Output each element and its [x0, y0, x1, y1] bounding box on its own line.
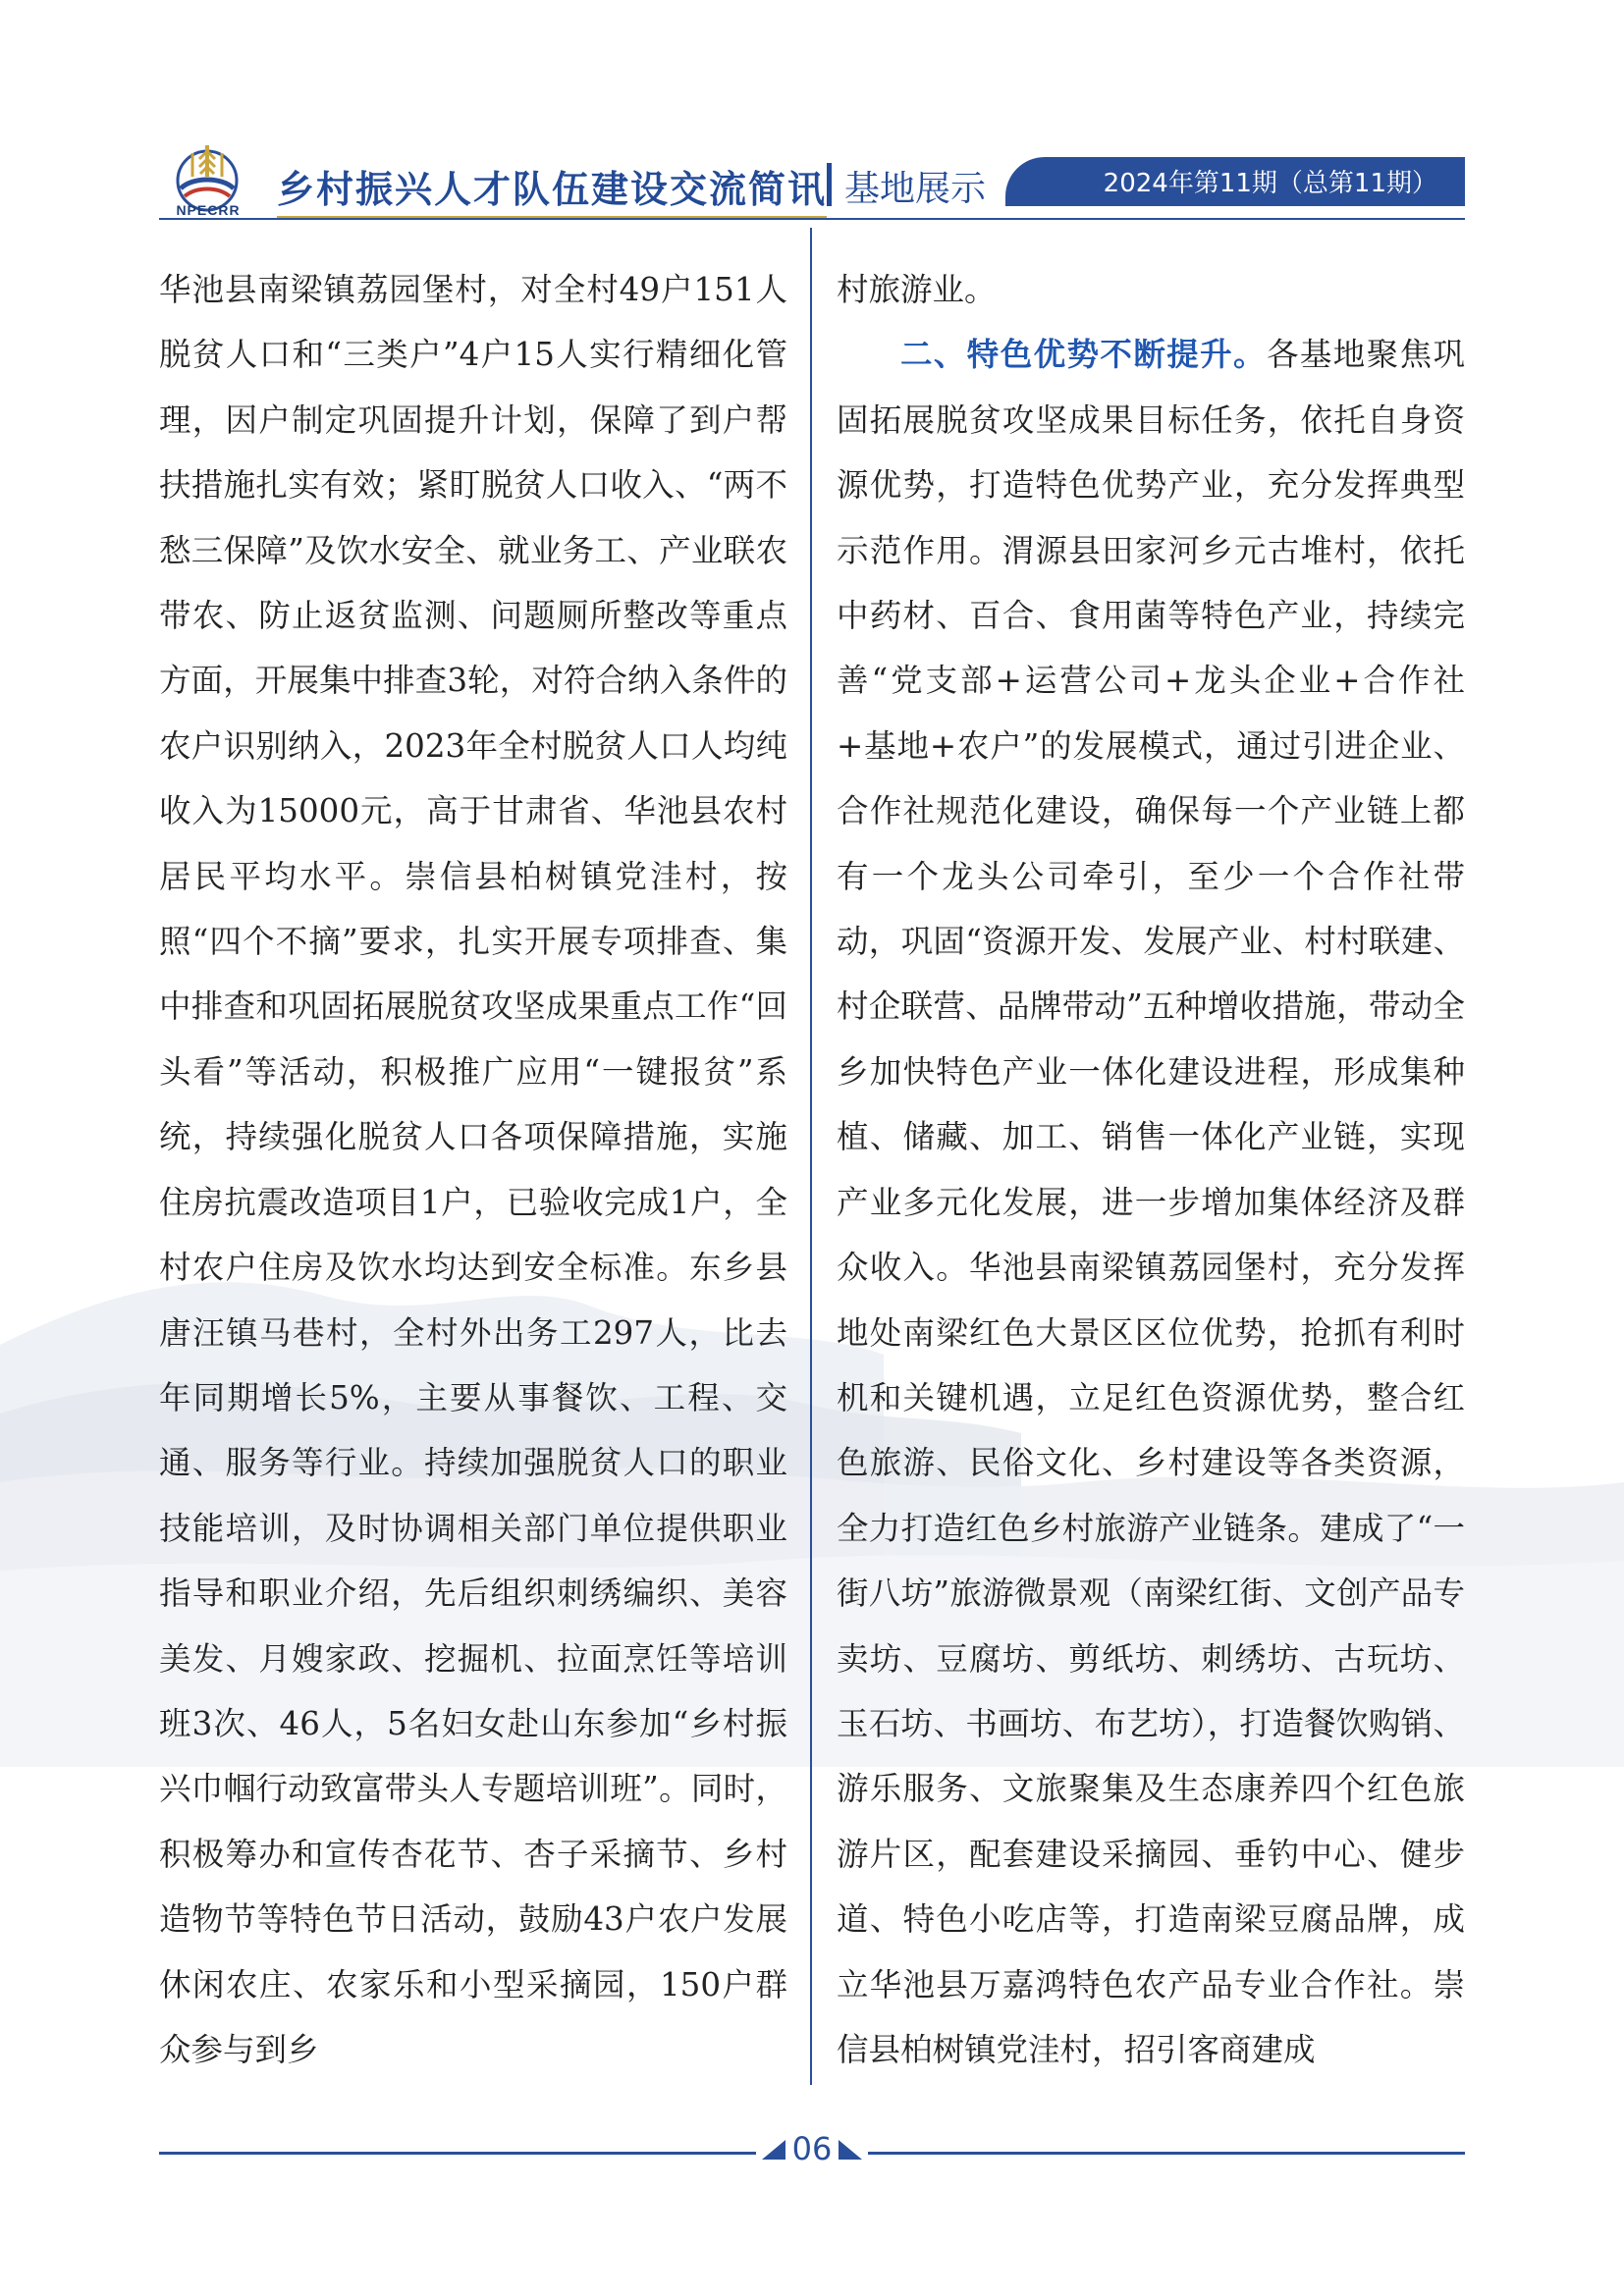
issue-banner [1005, 157, 1465, 206]
header-rule-accent [277, 216, 827, 218]
issue-text: 2024年第11期（总第11期） [1103, 169, 1437, 198]
header-rule [159, 218, 1465, 220]
right-column [837, 257, 1465, 2082]
logo-text: NPECRR [176, 202, 241, 218]
section-name: 基地展示 [844, 169, 987, 209]
journal-title: 乡村振兴人才队伍建设交流简讯 [277, 168, 828, 211]
page-number: 06 [791, 2130, 833, 2167]
right-column-paragraph [837, 322, 1465, 2082]
left-column-paragraph: 华池县南梁镇荔园堡村，对全村49户151人脱贫人口和“三类户”4户15人实行精细化管理，因户制定巩固提升计划，保障了到户帮扶措施扎实有效；紧盯脱贫人口收入、“两不愁三保障”及饮水安全、就业务工、产业联农带农、防止返贫监测、问题厕所整改等重点方面，开展集中排查3轮，对符合纳入条件的农户识别纳入，2023年全村脱贫人口人均纯收入为15000元，高于甘肃省、华池县农村居民平均水平。崇信县柏树镇党洼村，按照“四个不摘”要求，扎实开展专项排查、集中排查和巩固拓展脱贫攻坚成果重点工作“回头看”等活动，积极推广应用“一键报贫”系统，持续强化脱贫人口各项保障措施，实施住房抗震改造项目1户，已验收完成1户，全村农户住房及饮水均达到安全标准。东乡县唐汪镇马巷村，全村外出务工297人，比去年同期增长5%，主要从事餐饮、工程、交通、服务等行业。持续加强脱贫人口的职业技能培训，及时协调相关部门单位提供职业指导和职业介绍，先后组织刺绣编织、美容美发、月嫂家政、挖掘机、拉面烹饪等培训班3次、46人，5名妇女赴山东参加“乡村振兴巾帼行动致富带头人专题培训班”。同时，积极筹办和宣传杏花节、杏子采摘节、乡村造物节等特色节日活动，鼓励43户农户发展休闲农庄、农家乐和小型采摘园，150户群众参与到乡 [159, 271, 787, 2068]
right-column-body: 各基地聚焦巩固拓展脱贫攻坚成果目标任务，依托自身资源优势，打造特色优势产业，充分发挥典型示范作用。渭源县田家河乡元古堆村，依托中药材、百合、食用菌等特色产业，持续完善“党支部+运营公司+龙头企业+合作社+基地+农户”的发展模式，通过引进企业、合作社规范化建设，确保每一个产业链上都有一个龙头公司牵引，至少一个合作社带动，巩固“资源开发、发展产业、村村联建、村企联营、品牌带动”五种增收措施，带动全乡加快特色产业一体化建设进程，形成集种植、储藏、加工、销售一体化产业链，实现产业多元化发展，进一步增加集体经济及群众收入。华池县南梁镇荔园堡村，充分发挥地处南梁红色大景区区位优势，抢抓有利时机和关键机遇，立足红色资源优势，整合红色旅游、民俗文化、乡村建设等各类资源，全力打造红色乡村旅游产业链条。建成了“一街八坊”旅游微景观（南梁红街、文创产品专卖坊、豆腐坊、剪纸坊、刺绣坊、古玩坊、玉石坊、书画坊、布艺坊），打造餐饮购销、游乐服务、文旅聚集及生态康养四个红色旅游片区，配套建设采摘园、垂钓中心、健步道、特色小吃店等，打造南梁豆腐品牌，成立华池县万嘉鸿特色农产品专业合作社。崇信县柏树镇党洼村，招引客商建成 [837, 336, 1465, 2068]
page-header [0, 0, 1624, 226]
left-column [159, 257, 787, 2082]
page-number-badge [756, 2128, 868, 2171]
title-divider [827, 163, 832, 206]
section-subheading: 二、特色优势不断提升。 [900, 335, 1267, 374]
column-divider [810, 228, 812, 2085]
page-arrow-right-icon [839, 2140, 862, 2160]
right-column-continuation: 村旅游业。 [837, 271, 997, 308]
